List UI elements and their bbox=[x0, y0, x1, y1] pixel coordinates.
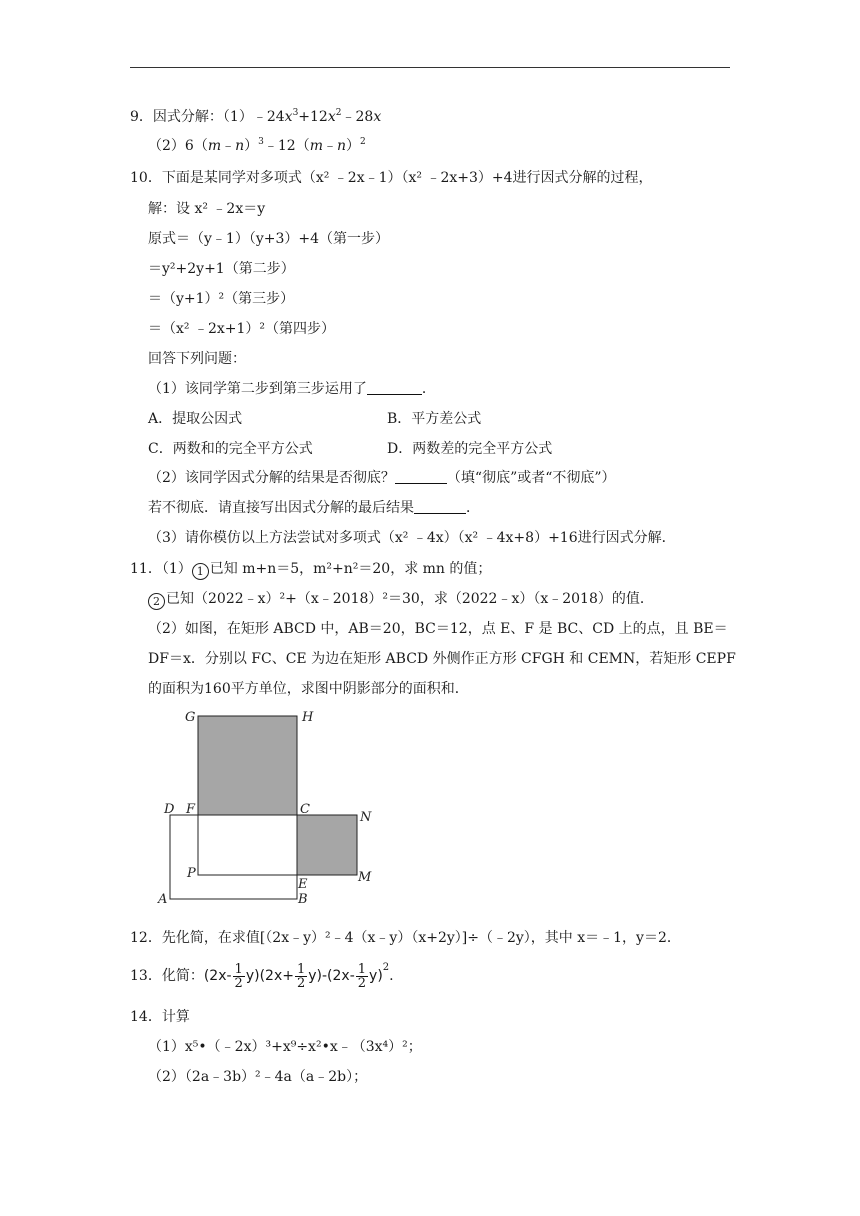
label-n: N bbox=[360, 810, 372, 825]
question-10-sub-1: （1）该同学第二步到第三步运用了 ． bbox=[148, 381, 436, 397]
fraction-1: $\frac{1}{2}$ bbox=[234, 961, 243, 991]
question-12: 12．先化简，在求值[（2x﹣y）²﹣4（x﹣y）（x+2y）]÷（﹣2y），其中 x＝﹣1，y＝2． bbox=[130, 930, 681, 946]
square-cemn bbox=[297, 815, 357, 875]
option-c: C．两数和的完全平方公式 bbox=[148, 441, 313, 457]
question-11-line-4: DF＝x．分别以 FC、CE 为边在矩形 ABCD 外侧作正方形 CFGH 和 CEMN，若矩形 CEPF bbox=[148, 651, 736, 667]
circled-number-2: 2 bbox=[148, 593, 165, 610]
label-a: A bbox=[158, 892, 168, 905]
question-10-line-1: 10．下面是某同学对多项式（x² ﹣2x﹣1）（x² ﹣2x+3）+4进行因式分解的过程， bbox=[130, 170, 653, 186]
option-d: D．两数差的完全平方公式 bbox=[387, 441, 553, 457]
fraction-2: $\frac{1}{2}$ bbox=[296, 961, 306, 991]
question-11-line-3: （2）如图，在矩形 ABCD 中，AB＝20，BC＝12，点 E、F 是 BC、CD 上的点，且 BE＝ bbox=[148, 621, 728, 637]
circled-number-1: 1 bbox=[192, 563, 209, 580]
label-m: M bbox=[358, 870, 372, 885]
question-11-line-1: 11．（1） 1 已知 m+n＝5，m²+n²＝20，求 mn 的值； bbox=[130, 561, 492, 578]
answer-blank-2[interactable] bbox=[395, 469, 447, 484]
question-10-line-2: 解：设 x² ﹣2x＝y bbox=[148, 201, 266, 217]
question-10-sub-3: （3）请你模仿以上方法尝试对多项式（x² ﹣4x）（x² ﹣4x+8）+16进行因式分解． bbox=[148, 530, 676, 546]
question-10-line-3: 原式＝（y﹣1）（y+3）+4（第一步） bbox=[148, 231, 390, 247]
fraction-3: $\frac{1}{2}$ bbox=[357, 961, 367, 991]
label-p: P bbox=[187, 866, 196, 881]
answer-blank-1[interactable] bbox=[367, 380, 422, 395]
label-d: D bbox=[164, 802, 175, 817]
question-11-line-5: 的面积为160平方单位，求图中阴影部分的面积和． bbox=[148, 681, 469, 697]
rectangle-cepf bbox=[198, 815, 297, 875]
question-14-title: 14．计算 bbox=[130, 1009, 190, 1025]
question-10-line-5: ＝（y+1）²（第三步） bbox=[148, 291, 295, 307]
label-b: B bbox=[298, 892, 308, 905]
question-14-part-1: （1）x⁵•（﹣2x）³+x⁹÷x²•x﹣（3x⁴）²； bbox=[148, 1039, 422, 1055]
question-10-sub-2b: 若不彻底．请直接写出因式分解的最后结果 ． bbox=[148, 500, 480, 516]
option-b: B．平方差公式 bbox=[387, 411, 482, 427]
answer-blank-3[interactable] bbox=[414, 499, 466, 514]
square-cfgh bbox=[198, 716, 297, 815]
question-9-line-1: 9．因式分解：$(1)﹣24x^3+12x^2﹣28x$ bbox=[130, 108, 382, 125]
question-13: 13．化简：(2x- $\frac{1}{2}$ y)(2x+ $\frac{1}{2}$ y)-(2x- $\frac{1}{2}$ y)$^2$. bbox=[130, 961, 394, 991]
question-10-sub-2a: （2）该同学因式分解的结果是否彻底？ （填“彻底”或者“不彻底”） bbox=[148, 470, 616, 486]
header-rule bbox=[130, 67, 730, 68]
label-f: F bbox=[186, 802, 196, 817]
label-h: H bbox=[302, 710, 314, 725]
rectangle-squares-figure bbox=[150, 705, 390, 905]
question-10-line-7: 回答下列问题： bbox=[148, 351, 246, 367]
question-14-part-2: （2）（2a﹣3b）²﹣4a（a﹣2b）； bbox=[148, 1069, 368, 1085]
question-11-line-2: 2 已知（2022﹣x）²+（x﹣2018）²＝30，求（2022﹣x）（x﹣2018）的值． bbox=[148, 590, 654, 610]
label-g: G bbox=[185, 710, 196, 725]
question-10-line-4: ＝y²+2y+1（第二步） bbox=[148, 261, 295, 277]
option-a: A．提取公因式 bbox=[148, 411, 243, 427]
question-10-line-6: ＝（x² ﹣2x+1）²（第四步） bbox=[148, 321, 336, 337]
label-c: C bbox=[300, 802, 310, 817]
label-e: E bbox=[298, 877, 308, 892]
question-9-line-2: （2）6（m﹣n）$^3$﹣12（m﹣n）$^2$ bbox=[148, 137, 366, 154]
